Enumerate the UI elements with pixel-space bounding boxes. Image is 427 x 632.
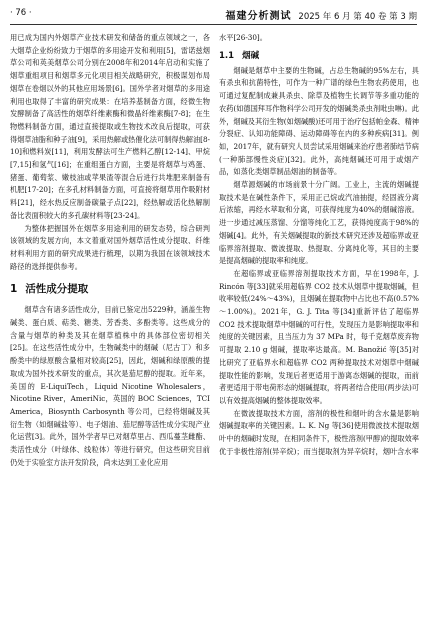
- subsection-number: 1.1: [219, 50, 235, 61]
- header-right: [226, 7, 417, 22]
- left-column: [10, 32, 210, 470]
- section-heading: [10, 282, 210, 296]
- page-number: · 76 ·: [10, 8, 32, 18]
- paragraph: 在微波提取技术方面，溶剂的极性和烟叶的含水量是影响烟碱提取率的关键因素。L. K. Ng 等[36]使用微波技术提取烟叶中的烟碱时发现，在相同条件下，极性溶剂(甲醇)的提取效率优于非极性溶剂(异辛烷)；而当提取剂为异辛烷时，烟叶含水率: [219, 408, 419, 456]
- subsection-heading: [219, 50, 419, 62]
- paragraph: 水平[26-30]。: [219, 33, 267, 42]
- paragraph: 用已成为国内外烟草产业技术研发和储备的重点领域之一，各大烟草企业纷纷致力于烟草的多用途开发和利用[5]，雷诺兹烟草公司和英美烟草公司分别在2008年和2014年启动和实施了烟草重组项目和烟草多元化项目相关战略研究，积极谋划布局烟草在卷烟以外的其他应用场景[6]。国外学者对烟草的多用途利用也取得了丰富的研究成果：在培养基制备方面，经微生物发酵制备了高活性的烟草纤维素酶和微晶纤维素酶[7-8]；在生物燃料制备方面，通过直接提取或生物技术改良后提取，可获得烟草油脂和种子油[9]，采用热解或热催化法可制得热解油[8-10]和燃料炭[11]，利用发酵法可生产燃料乙醇[12-14]、甲烷[7,15]和氢气[16]；在重组蛋白方面，主要是将烟草与鸡蛋、猪蛋、葡萄浆、嫩枝油或苹果渣等混合后进行共堆肥来制备有机肥[17-20]；在多孔材料制备方面，可直接将烟草用作吸附材料[21]，经水热反应制备碳量子点[22]，经热解或活化热解制备比表面积较大的多孔碳材料等[23-24]。: [10, 33, 210, 220]
- subsection-title: 烟碱: [242, 50, 260, 61]
- section-title: 活性成分提取: [25, 283, 89, 296]
- paragraph: 烟碱是烟草中主要的生物碱，占总生物碱的95%左右，具有杀虫和抗菌特性，可作为一种广谱的绿色生物农药使用，也可通过复配制成兼具杀虫、除草及植物生长调节等多重功能的农药(如德国拜耳作物科学公司开发的烟碱类杀虫剂吡虫啉)。此外，烟碱及其衍生物(如烟碱酸)还可用于治疗包括帕金森、精神分裂症、认知功能障碍、运动障碍等在内的多种疾病[31]。例如，2017年，就有研究人员尝试采用烟碱来治疗患者肺结节病(一种肺部慢性炎症)[32]。此外，高纯烟碱还可用于或烟产品，如蒸化类烟草制品烟油的制备等。: [219, 65, 419, 177]
- header-rule: [10, 24, 417, 25]
- page-header: [10, 6, 417, 24]
- paragraph: 为整体把握国外在烟草多用途利用的研发态势，综合研判该领域的发展方向，本文着重对国外烟草活性成分提取、纤维材料利用方面的研究成果进行梳理，以期为我国在该领域技术路径的选择提供参考。: [10, 223, 210, 271]
- paragraph: 在超临界或亚临界溶剂提取技术方面，早在1998年，J. Rincón 等[33]就采用超临界 CO2 技术从烟草中提取烟碱，但收率较低(24%～43%)，且烟碱在提取物中占比也不高(0.57%～1.00%)。2021年，G. J. Tita 等[34]重新评估了超临界 CO2 技术提取烟草中烟碱的可行性，发现压力是影响提取率和纯度的关键因素，且当压力为 37 MPa 时，每千克烟草废弃物可提取 2.10 g 烟碱，提取率达最高。M. Banožić 等[35]对比研究了亚临界水和超临界 CO2 两种提取技术对烟草中烟碱提取性能的影响，发现后者更适用于游离态烟碱的提取，而前者更适用于带电荷形态的烟碱提取，将两者结合使用(两步法)可以有效提高烟碱的整体提取效率。: [219, 268, 419, 405]
- section-number: 1: [10, 283, 18, 296]
- issue-info: 2025 年 6 月 第 40 卷 第 3 期: [298, 12, 417, 22]
- right-column: [219, 32, 419, 459]
- paragraph: 烟草含有诸多活性成分，目前已鉴定出5229种，涵盖生物碱类、蛋白质、萜类、糖类、芳香类、多酚类等。这些成分的含量与烟草的种类及其在烟草植株中的具体部位密切相关[25]。在这些活性成分中，生物碱类中的烟碱（尼古丁）和多酚类中的绿原酸含量相对较高[25]，因此，烟碱和绿原酸的提取成为国外技术研发的重点，其次是茄尼醇的提取。近年来，美国的 E-LiquiTech，Liquid Nicotine Wholesalers，Nicotine River，AmeriNic，英国的 BOC Sciences，TCI America，Biosynth Carbosynth 等公司，已经将烟碱及其衍生物（如烟碱盐等）、电子烟油、茄尼醇等活性成分实现产业化运营[3]。此外，国外学者早已对烟草里占、西瓜蔓茎雌酯、类活性成分（叶绿体、线粒体）等进行研究，但这些研究目前仍处于实验室方法开发阶段，尚未达到工业化应用: [10, 305, 210, 467]
- journal-name: 福建分析测试: [225, 11, 292, 22]
- paragraph: 烟草源烟碱的市场前景十分广阔。工业上，主流的烟碱提取技术是在碱性条件下，采用正己烷或汽油抽提，经固液分离后浓缩，再经水萃取和分离，可获得纯度为40%的烟碱溶液。进一步通过减压蒸馏、分馏等纯化工艺，获得纯度高于98%的烟碱[4]。此外，有关烟碱提取的新技术研究还涉及超临界或亚临界溶剂提取、微波提取、热提取、分离纯化等，其目的主要是提高烟碱的提取率和纯度。: [219, 180, 419, 266]
